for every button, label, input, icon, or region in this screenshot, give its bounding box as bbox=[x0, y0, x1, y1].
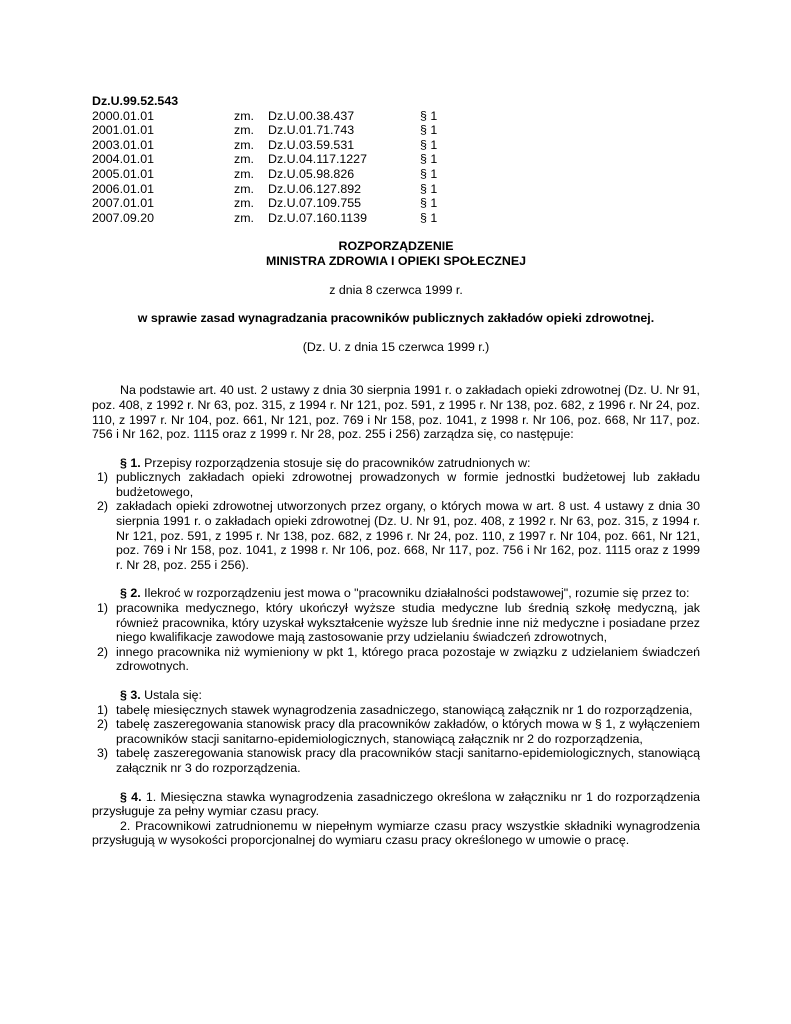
section-4-number: § 4. bbox=[120, 789, 142, 804]
amendment-ref: Dz.U.04.117.1227 bbox=[268, 152, 367, 167]
list-item bbox=[92, 470, 700, 499]
amendment-zm: zm. bbox=[234, 210, 254, 225]
list-item-text: zakładach opieki zdrowotnej utworzonych przez organy, o których mowa w art. 8 ust. 4 ustawy z dnia 30 sierpnia 1991 r. o zakładach opieki zdrowotnej (Dz. U. Nr 91, poz. 408, z 1992 r. Nr 63, poz. 315, z 1994 r. Nr 121, poz. 591, z 1995 r. Nr 138, poz. 682, z 1996 r. Nr 24, poz. 110, z 1997 r. Nr 104, poz. 661, Nr 121, poz. 769 i Nr 158, poz. 1041, z 1998 r. Nr 106, poz. 668, Nr 117, poz. 756 i Nr 162, poz. 1115 oraz z 1999 r. Nr 28, poz. 255 i 256). bbox=[116, 499, 700, 572]
document-header bbox=[92, 94, 700, 225]
section-4-paragraph-1-text: 1. Miesięczna stawka wynagrodzenia zasadniczego określona w załączniku nr 1 do rozporządzenia przysługuje za pełny wymiar czasu pracy. bbox=[92, 789, 700, 819]
amendment-zm: zm. bbox=[234, 181, 254, 196]
section-2-intro-text: Ilekroć w rozporządzeniu jest mowa o "pracowniku działalności podstawowej", rozumie się przez to: bbox=[144, 586, 690, 601]
list-item-number: 2) bbox=[97, 717, 109, 732]
document-page bbox=[92, 94, 700, 848]
section-3-intro bbox=[92, 688, 700, 703]
amendment-paragraph: § 1 bbox=[420, 196, 438, 211]
amendment-date: 2000.01.01 bbox=[92, 108, 155, 123]
amendment-ref: Dz.U.03.59.531 bbox=[268, 137, 355, 152]
amendment-row bbox=[92, 167, 700, 182]
document-title-line2: MINISTRA ZDROWIA I OPIEKI SPOŁECZNEJ bbox=[266, 253, 526, 268]
section-1-intro bbox=[92, 456, 700, 471]
amendment-row bbox=[92, 182, 700, 197]
list-item bbox=[92, 645, 700, 674]
amendment-paragraph: § 1 bbox=[420, 108, 438, 123]
list-item bbox=[92, 746, 700, 775]
list-item-number: 1) bbox=[97, 702, 109, 717]
section-2-intro bbox=[92, 586, 700, 601]
list-item-number: 2) bbox=[97, 644, 109, 659]
list-item-text: publicznych zakładach opieki zdrowotnej prowadzonych w formie jednostki budżetowej lub zakładu budżetowego, bbox=[116, 470, 700, 499]
document-title-line1: ROZPORZĄDZENIE bbox=[338, 239, 454, 254]
amendment-paragraph: § 1 bbox=[420, 123, 438, 138]
amendment-ref: Dz.U.07.160.1139 bbox=[268, 210, 367, 225]
amendment-row bbox=[92, 123, 700, 138]
list-item bbox=[92, 601, 700, 645]
amendment-zm: zm. bbox=[234, 108, 254, 123]
amendment-zm: zm. bbox=[234, 123, 254, 138]
amendment-ref: Dz.U.05.98.826 bbox=[268, 166, 355, 181]
journal-code: Dz.U.99.52.543 bbox=[92, 94, 179, 108]
amendments-list bbox=[92, 109, 700, 226]
list-item-text: tabelę miesięcznych stawek wynagrodzenia zasadniczego, stanowiącą załącznik nr 1 do rozporządzenia, bbox=[116, 702, 693, 717]
amendment-zm: zm. bbox=[234, 152, 254, 167]
amendment-zm: zm. bbox=[234, 196, 254, 211]
amendment-zm: zm. bbox=[234, 137, 254, 152]
amendment-paragraph: § 1 bbox=[420, 166, 438, 181]
section-2-list bbox=[92, 601, 700, 674]
publication-info: (Dz. U. z dnia 15 czerwca 1999 r.) bbox=[302, 339, 490, 354]
amendment-date: 2007.01.01 bbox=[92, 196, 155, 211]
list-item-text: pracownika medycznego, który ukończył wyższe studia medyczne lub średnią szkołę medyczną, jak również pracownika, który uzyskał wykształcenie wyższe lub średnie inne niż medyczne i posiadane przez niego kwalifikacje zawodowe mają zastosowanie przy udzielaniu świadczeń zdrowotnych, bbox=[116, 601, 700, 645]
list-item-number: 3) bbox=[97, 746, 109, 761]
section-4-paragraph-2: 2. Pracownikowi zatrudnionemu w niepełnym wymiarze czasu pracy wszystkie składniki wynagrodzenia przysługują w wysokości proporcjonalnej do wymiaru czasu pracy określonego w umowie o pracę. bbox=[92, 818, 700, 848]
section-3-intro-text: Ustala się: bbox=[144, 688, 202, 702]
amendment-row bbox=[92, 211, 700, 226]
amendment-date: 2006.01.01 bbox=[92, 181, 155, 196]
section-2 bbox=[92, 586, 700, 674]
section-4 bbox=[92, 790, 700, 848]
amendment-ref: Dz.U.06.127.892 bbox=[268, 181, 361, 196]
list-item-number: 2) bbox=[97, 499, 109, 514]
document-date: z dnia 8 czerwca 1999 r. bbox=[329, 282, 463, 297]
amendment-date: 2003.01.01 bbox=[92, 137, 155, 152]
list-item-text: tabelę zaszeregowania stanowisk pracy dla pracowników zakładów, o których mowa w § 1, z wyłączeniem pracowników stacji sanitarno-epidemiologicznych, stanowiącą załącznik nr 2 do rozporządzenia, bbox=[116, 717, 700, 746]
amendment-row bbox=[92, 152, 700, 167]
amendment-paragraph: § 1 bbox=[420, 181, 438, 196]
list-item-text: innego pracownika niż wymieniony w pkt 1, którego praca pozostaje w związku z udzielaniem świadczeń zdrowotnych. bbox=[116, 644, 700, 674]
amendment-ref: Dz.U.00.38.437 bbox=[268, 108, 355, 123]
amendment-row bbox=[92, 109, 700, 124]
list-item-text: tabelę zaszeregowania stanowisk pracy dla pracowników stacji sanitarno-epidemiologicznych, stanowiącą załącznik nr 3 do rozporządzenia. bbox=[116, 746, 700, 775]
amendment-row bbox=[92, 138, 700, 153]
section-1-number: § 1. bbox=[120, 455, 141, 470]
amendment-ref: Dz.U.07.109.755 bbox=[268, 196, 361, 211]
amendment-zm: zm. bbox=[234, 166, 254, 181]
section-3-number: § 3. bbox=[120, 688, 141, 702]
list-item-number: 1) bbox=[97, 470, 109, 485]
section-1-intro-text: Przepisy rozporządzenia stosuje się do pracowników zatrudnionych w: bbox=[144, 455, 531, 470]
preamble: Na podstawie art. 40 ust. 2 ustawy z dnia 30 sierpnia 1991 r. o zakładach opieki zdrowotnej (Dz. U. Nr 91, poz. 408, z 1992 r. Nr 63, poz. 315, z 1994 r. Nr 121, poz. 591, z 1995 r. Nr 138, poz. 682, z 1996 r. Nr 24, poz. 110, z 1997 r. Nr 104, poz. 661, Nr 121, poz. 769 i Nr 158, poz. 1041, z 1998 r. Nr 106, poz. 668, Nr 117, poz. 756 i Nr 162, poz. 1115 oraz z 1999 r. Nr 28, poz. 255 i 256) zarządza się, co następuje: bbox=[92, 383, 700, 442]
document-subject: w sprawie zasad wynagradzania pracowników publicznych zakładów opieki zdrowotnej. bbox=[137, 311, 655, 326]
amendment-date: 2004.01.01 bbox=[92, 152, 155, 167]
amendment-ref: Dz.U.01.71.743 bbox=[268, 123, 355, 138]
section-3-list bbox=[92, 703, 700, 776]
amendment-date: 2007.09.20 bbox=[92, 210, 155, 225]
amendment-paragraph: § 1 bbox=[420, 137, 438, 152]
amendment-date: 2005.01.01 bbox=[92, 166, 155, 181]
amendment-paragraph: § 1 bbox=[420, 152, 438, 167]
amendment-paragraph: § 1 bbox=[420, 210, 438, 225]
list-item-number: 1) bbox=[97, 601, 109, 616]
section-2-number: § 2. bbox=[120, 586, 141, 601]
list-item bbox=[92, 717, 700, 746]
list-item bbox=[92, 703, 700, 718]
section-1-list bbox=[92, 470, 700, 572]
section-1 bbox=[92, 456, 700, 573]
section-4-paragraph-1 bbox=[92, 790, 700, 819]
amendment-row bbox=[92, 196, 700, 211]
amendment-date: 2001.01.01 bbox=[92, 123, 155, 138]
section-3 bbox=[92, 688, 700, 776]
list-item bbox=[92, 499, 700, 572]
